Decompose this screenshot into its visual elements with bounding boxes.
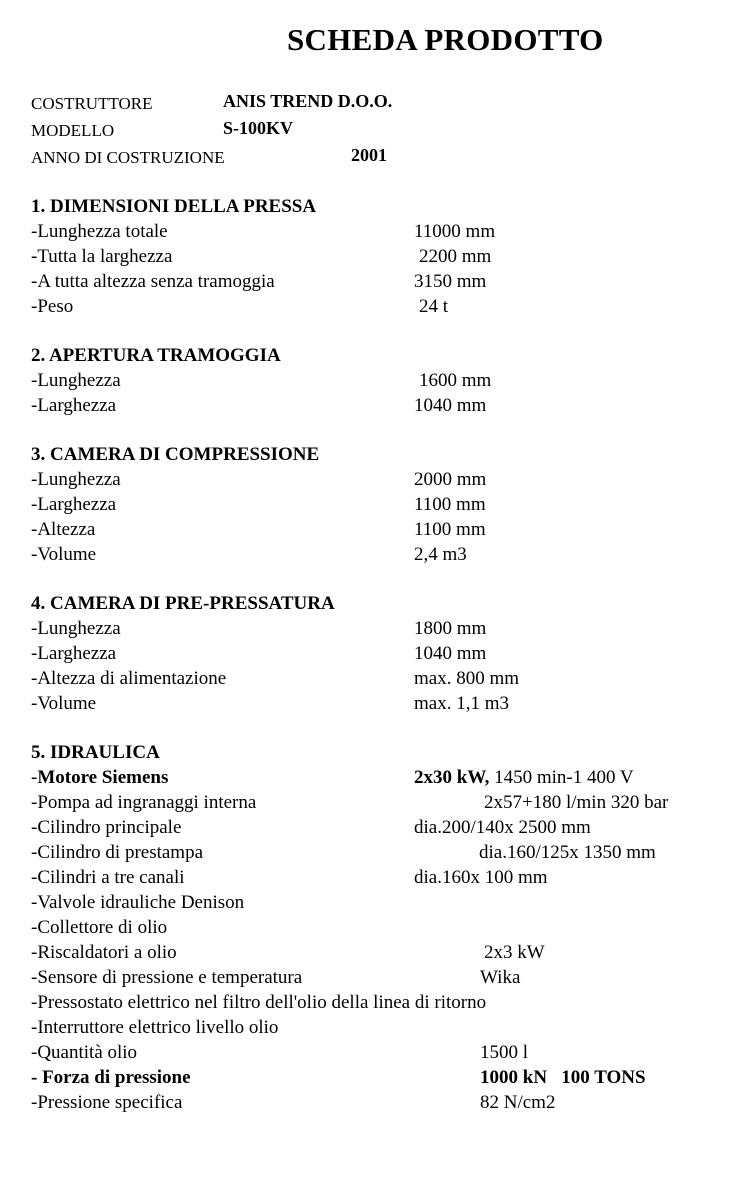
spec-label: -Altezza di alimentazione	[31, 668, 227, 689]
model-label: MODELLO	[31, 121, 115, 140]
spec-label: -Sensore di pressione e temperatura	[31, 967, 303, 988]
motor-value	[414, 767, 634, 789]
force-dash: -	[31, 1067, 43, 1088]
spec-label: -Interruttore elettrico livello olio	[31, 1017, 279, 1038]
section-5-title: 5. IDRAULICA	[31, 742, 160, 763]
spec-label: -Volume	[31, 693, 97, 714]
spec-value: 2x57+180 l/min 320 bar	[484, 792, 669, 813]
motor-name: Motore Siemens	[37, 767, 169, 788]
spec-value: 82 N/cm2	[480, 1092, 556, 1113]
motor-specs: 1450 min-1 400 V	[489, 767, 634, 788]
manufacturer-value: ANIS TREND D.O.O.	[223, 91, 393, 111]
year-value: 2001	[351, 145, 387, 165]
spec-label: -Lunghezza	[31, 469, 121, 490]
spec-value: 2200 mm	[419, 246, 492, 267]
spec-label: -Tutta la larghezza	[31, 246, 173, 267]
spec-value: 1500 l	[480, 1042, 529, 1063]
spec-value: Wika	[480, 967, 521, 988]
spec-label: -Valvole idrauliche Denison	[31, 892, 245, 913]
section-1-title: 1. DIMENSIONI DELLA PRESSA	[31, 196, 317, 217]
spec-value: 2x3 kW	[484, 942, 545, 963]
force-name: Forza di pressione	[42, 1067, 191, 1088]
spec-value: 11000 mm	[414, 221, 496, 242]
motor-power: 2x30 kW,	[414, 767, 490, 788]
spec-value: max. 800 mm	[414, 668, 520, 689]
spec-label: -Collettore di olio	[31, 917, 168, 938]
spec-value: 1100 mm	[414, 519, 486, 540]
year-label: ANNO DI COSTRUZIONE	[31, 148, 225, 167]
motor-label	[31, 767, 168, 789]
page-title: SCHEDA PRODOTTO	[287, 22, 604, 57]
spec-value: 1040 mm	[414, 395, 487, 416]
section-2-title: 2. APERTURA TRAMOGGIA	[31, 345, 281, 366]
spec-label: -Lunghezza	[31, 370, 121, 391]
spec-value: 3150 mm	[414, 271, 487, 292]
spec-label: -Larghezza	[31, 395, 117, 416]
spec-label: -Quantità olio	[31, 1042, 138, 1063]
spec-value: dia.160x 100 mm	[414, 867, 548, 888]
spec-value: 1100 mm	[414, 494, 486, 515]
section-3-title: 3. CAMERA DI COMPRESSIONE	[31, 444, 320, 465]
spec-label: -A tutta altezza senza tramoggia	[31, 271, 275, 292]
spec-label: -Pompa ad ingranaggi interna	[31, 792, 257, 813]
spec-value: dia.160/125x 1350 mm	[479, 842, 656, 863]
spec-label: -Larghezza	[31, 494, 117, 515]
spec-label: -Altezza	[31, 519, 96, 540]
manufacturer-label: COSTRUTTORE	[31, 94, 153, 113]
force-value: 1000 kN 100 TONS	[480, 1067, 646, 1088]
spec-label: -Lunghezza	[31, 618, 121, 639]
spec-label: -Pressione specifica	[31, 1092, 183, 1113]
spec-value: 24 t	[419, 296, 449, 317]
spec-value: max. 1,1 m3	[414, 693, 509, 714]
spec-value: 1800 mm	[414, 618, 487, 639]
section-4-title: 4. CAMERA DI PRE-PRESSATURA	[31, 593, 335, 614]
spec-label: -Pressostato elettrico nel filtro dell'olio della linea di ritorno	[31, 992, 487, 1013]
spec-label: -Riscaldatori a olio	[31, 942, 177, 963]
spec-label: -Lunghezza totale	[31, 221, 168, 242]
spec-label: -Peso	[31, 296, 74, 317]
spec-label: -Larghezza	[31, 643, 117, 664]
model-value: S-100KV	[223, 118, 294, 138]
spec-value: 2000 mm	[414, 469, 487, 490]
spec-label: -Cilindri a tre canali	[31, 867, 185, 888]
motor-dash: -	[31, 767, 38, 788]
spec-value: 1040 mm	[414, 643, 487, 664]
spec-value: dia.200/140x 2500 mm	[414, 817, 591, 838]
spec-label: -Cilindro di prestampa	[31, 842, 204, 863]
spec-value: 2,4 m3	[414, 544, 467, 565]
force-label	[31, 1067, 191, 1089]
spec-label: -Volume	[31, 544, 97, 565]
spec-label: -Cilindro principale	[31, 817, 182, 838]
spec-value: 1600 mm	[419, 370, 492, 391]
